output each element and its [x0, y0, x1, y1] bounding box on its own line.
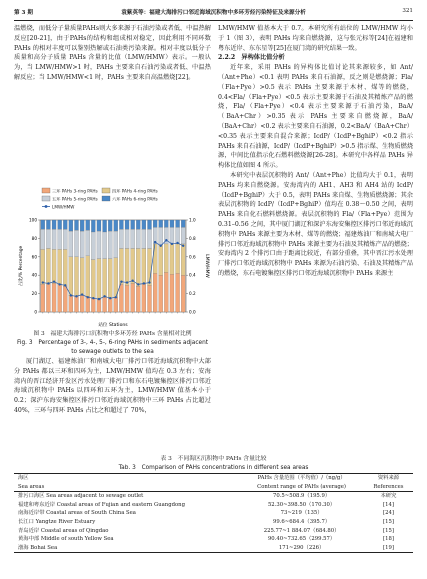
legend-swatch: [45, 205, 48, 208]
stacked-bar-chart: [16, 184, 210, 329]
bar-segment: [103, 220, 107, 232]
legend-swatch: [102, 188, 110, 193]
bar-segment: [46, 284, 50, 312]
y-tick-label: 80: [31, 235, 37, 241]
bar-segment: [114, 231, 118, 258]
paragraph: 近年来，采用 PAHs 的异构体比值讨论其来源较多，如 Ant/（Ant+Phe）<0.1 表明 PAHs 来自石油源，反之则是燃烧源；Fla/（Fla+Pye）>0.5 表示 PAHs 主要来源于木材、煤等的燃烧，0.4<Fla/（Fla+Pye）<0.5 表示主要来源于石油及其精炼产品的燃烧，Fla/（Fla+Pye）<0.4 表示主要来源于石油污染，BaA/（BaA+Chr）>0.35 表示 PAHs 主要来自燃烧源，BaA/（BaA+Chr）<0.2 表示主要来自石油源，0.2<BaA/（BaA+Chr）<0.35 表示主要来自混合来源；IcdP/（IcdP+BghiP）<0.2 指示 PAHs 来自石油源，IcdP/（IcdP+BghiP）>0.5 指示煤、生物质燃烧源，中间比值指示化石燃料燃烧源[26-28]。本研究中各样品 PAHs 异构体比值如图 4 所示。: [218, 64, 413, 170]
lmw-hmw-point: [165, 239, 167, 241]
lmw-hmw-point: [64, 284, 66, 286]
bar-segment: [131, 220, 135, 229]
table-row: [14, 527, 413, 536]
lmw-hmw-point: [171, 243, 173, 245]
bar-segment: [176, 220, 180, 227]
bar-segment: [103, 259, 107, 298]
bar-segment: [164, 272, 168, 312]
bar-segment: [46, 249, 50, 285]
table-cell: 73~219（135）: [280, 510, 323, 517]
table-cell: [15]: [383, 527, 394, 534]
table-cell: 99.6~684.4（395.7）: [273, 518, 331, 525]
bar-segment: [125, 229, 129, 248]
bar-segment: [63, 249, 67, 286]
table-cell: [14]: [383, 501, 394, 508]
bar-segment: [147, 229, 151, 248]
bar-segment: [97, 220, 101, 231]
bar-segment: [80, 295, 84, 312]
bar-segment: [125, 249, 129, 286]
lmw-hmw-point: [53, 280, 55, 282]
table-cell: [24]: [383, 510, 394, 517]
lmw-hmw-point: [137, 283, 139, 285]
bar-segment: [58, 284, 62, 312]
bar-segment: [108, 259, 112, 299]
bar-segment: [103, 297, 107, 312]
issue-label: 第 3 期: [14, 10, 33, 16]
bar-segment: [41, 284, 45, 312]
bar-segment: [142, 284, 146, 312]
table-cell: 70.5~508.9（195.9）: [273, 493, 331, 500]
bar-segment: [142, 249, 146, 285]
figure-3: [16, 184, 210, 329]
bar-segment: [46, 220, 50, 229]
paragraph: 厦门湖辽、福建炼油厂和南城大电厂排污口邻近海域沉积物中大部分 PAHs 都以三环和四环为主，LMW/HMW 值均在 0.3 左右；安海湾内的晋江经济开发区污水处理厂排污口和东石电镀集控区排污口邻近海域沉积物中 PAHs 以四环和五环为主，LMW/HMW 值基本小于 0.2；深沪东海安集控区排污口邻近海域沉积物中三环 PAHs 占比超过 40%，三环与四环 PAHs 占比之和超过了 70%，: [14, 358, 211, 414]
bar-segment: [181, 227, 185, 244]
bar-segment: [52, 220, 56, 229]
column-header: PAHs 含量范围（平均值）/（ng/g） Content range of PAHs (average): [239, 474, 364, 492]
table-cell: 渤海 Bohai Sea: [14, 544, 239, 553]
y2-tick-label: 0.4: [189, 272, 196, 278]
table-cell: [19]: [364, 544, 413, 553]
lmw-hmw-point: [92, 297, 94, 299]
left-column-top: [14, 24, 211, 83]
table-cell: 南海近岸带 Coastal areas of South China Sea: [18, 510, 136, 517]
bar-segment: [69, 231, 73, 257]
bar-segment: [159, 275, 163, 312]
bar-segment: [52, 283, 56, 312]
table-title-en: Tab. 3 Comparison of PAHs concentrations in different sea areas: [118, 465, 309, 471]
table-title-cn: 表 3 不同海区沉积物中 PAHs 含量比较: [160, 456, 267, 462]
bar-segment: [136, 286, 140, 312]
bar-segment: [159, 220, 163, 227]
bar-segment: [176, 227, 180, 244]
bar-segment: [63, 286, 67, 312]
comparison-table: [14, 473, 413, 553]
bar-segment: [69, 257, 73, 296]
bar-segment: [97, 299, 101, 312]
x-axis-label: 站位 Stations: [98, 323, 128, 328]
bar-segment: [159, 227, 163, 244]
bar-segment: [147, 285, 151, 312]
bar-segment: [80, 231, 84, 258]
bar-segment: [153, 273, 157, 312]
legend-label: 三环 PAHs 3-ring PAHs: [52, 188, 98, 194]
lmw-hmw-point: [87, 296, 89, 298]
y-tick-label: 100: [29, 217, 37, 223]
lmw-hmw-point: [75, 295, 77, 297]
y2-tick-label: 0.0: [189, 309, 196, 315]
bar-segment: [136, 220, 140, 229]
legend-label: 四环 PAHs 4-ring PAHs: [112, 188, 158, 194]
table-row: [14, 501, 413, 510]
bar-segment: [58, 229, 62, 249]
lmw-hmw-point: [109, 297, 111, 299]
bar-segment: [164, 244, 168, 273]
bar-segment: [86, 296, 90, 312]
y-tick-label: 60: [31, 254, 37, 260]
bar-segment: [181, 244, 185, 275]
y2-tick-label: 0.2: [189, 291, 196, 297]
bar-segment: [131, 283, 135, 312]
table-cell: [18]: [383, 536, 394, 543]
right-column: [218, 24, 413, 279]
lmw-hmw-point: [143, 282, 145, 284]
table-cell: 171~290（226）: [239, 544, 364, 553]
lmw-hmw-point: [103, 295, 105, 297]
bar-segment: [41, 249, 45, 284]
paragraph: 温燃烧，而低分子量质量PAHs则大多来源于石油污染或者低、中温热解反应[20-21]，由于PAHs的结构和组成相对稳定，因此利用不同环数 PAHs 的相对丰度可以鉴别热解或石油类污染来源。相对丰度以低分子质量和高分子质量 PAHs 含量的比值（LMW/HMW）表示。一般认为，当 LMW/HMW>1 时，PAHs 主要来自石油污染或者低、中温热解反应；当 LMW/HMW<1 时，PAHs 主要来自高温燃烧[22]。: [14, 25, 211, 81]
legend-swatch: [42, 196, 50, 201]
paragraph: 本研究中表层沉积物的 Ant/（Ant+Phe）比值均大于 0.1，表明 PAHs 均来自燃烧源。安海湾内的 AH1、AH3 和 AH4 站的 IcdP/（IcdP+BghiP）大于 0.5，表明 PAHs 来自煤、生物质燃烧源；其余表层沉积物的 IcdP/（IcdP+BghiP）值均在 0.38～0.50 之间，表明 PAHs 来自化石燃料燃烧源。表层沉积物的 Fla/（Fla+Pye）范围为 0.31–0.56 之间，其中厦门湖辽和深沪东海安集控区排污口邻近海域沉积物中 PAHs 来源主要为木材、煤等的燃烧；福建炼油厂和南城大电厂排污口邻近海域沉积物中 PAHs 来源主要为石油及其精炼产品的燃烧；安海湾内 2 个排污口由于距离比较近，有部分重叠，其中晋江污水处理厂排污口邻近海域沉积物中 PAHs 来源为石油污染、石油及其精炼产品的燃烧，东石电镀集控区排污口邻近海域沉积物中 PAHs 来源主: [218, 171, 413, 277]
bar-segment: [136, 229, 140, 248]
bar-segment: [52, 229, 56, 249]
page-number: 321: [402, 8, 413, 14]
bar-segment: [108, 298, 112, 312]
lmw-hmw-point: [120, 280, 122, 282]
bar-segment: [58, 249, 62, 284]
table-row: [14, 492, 413, 501]
bar-segment: [86, 256, 90, 296]
bar-segment: [91, 298, 95, 312]
bar-segment: [142, 220, 146, 229]
legend-label: 五环 PAHs 5-ring PAHs: [52, 196, 98, 202]
table-row: [14, 509, 413, 518]
legend-label: 六环 PAHs 6-ring PAHs: [112, 196, 158, 202]
table-row: [14, 518, 413, 527]
legend-swatch: [102, 196, 110, 201]
y2-tick-label: 1.0: [189, 217, 196, 223]
table-cell: 长江口 Yangtze River Estuary: [18, 518, 96, 525]
bar-segment: [91, 220, 95, 232]
y-tick-label: 40: [31, 272, 37, 278]
bar-segment: [108, 220, 112, 231]
bar-segment: [125, 220, 129, 229]
table-cell: 排污口海区 Sea areas adjacent to sewage outlet: [18, 493, 144, 500]
figure-caption-en: Fig. 3 Percentage of 3-, 4-, 5-, 6-ring PAHs in sediments adjacent to sewage outlets to the sea: [16, 340, 209, 355]
legend-swatch: [42, 188, 50, 193]
bar-segment: [74, 257, 78, 297]
bar-segment: [108, 231, 112, 259]
bar-segment: [41, 220, 45, 229]
bar-segment: [80, 220, 84, 231]
header-rule: [14, 20, 413, 21]
lmw-hmw-point: [98, 298, 100, 300]
table-cell: 福建和粤东近岸 Coastal areas of Fujian and eastern Guangdong: [18, 501, 185, 508]
bar-segment: [114, 297, 118, 312]
bar-segment: [153, 220, 157, 227]
table-cell: 黄海中部 Middle of south Yellow Sea: [18, 536, 114, 543]
bar-segment: [46, 229, 50, 248]
bar-segment: [159, 245, 163, 275]
bar-segment: [52, 249, 56, 283]
table-cell: 52.30~398.50（170.30）: [267, 501, 336, 508]
bar-segment: [131, 229, 135, 248]
table-row: [14, 535, 413, 544]
column-header: 海区 Sea areas: [14, 474, 239, 492]
bar-segment: [114, 220, 118, 231]
bar-segment: [170, 274, 174, 312]
y-tick-label: 0: [34, 309, 37, 315]
bar-segment: [125, 285, 129, 312]
bar-segment: [142, 229, 146, 248]
bar-segment: [164, 220, 168, 227]
bar-segment: [114, 258, 118, 298]
bar-segment: [74, 220, 78, 230]
lmw-hmw-point: [182, 245, 184, 247]
bar-segment: [170, 220, 174, 227]
running-title: 袁紫英等：福建大海排污口邻近海域沉积物中多环芳烃污染特征及来源分析: [121, 10, 306, 16]
bar-segment: [176, 273, 180, 312]
left-column-bottom: [14, 357, 211, 416]
lmw-hmw-point: [81, 293, 83, 295]
bar-segment: [103, 232, 107, 259]
table-cell: 90.40~732.65（299.57）: [267, 536, 336, 543]
bar-segment: [63, 220, 67, 229]
table-row: [14, 544, 413, 553]
bar-segment: [63, 229, 67, 249]
bar-segment: [170, 244, 174, 274]
bar-segment: [58, 220, 62, 229]
legend-label: LMW/HMW: [52, 204, 75, 210]
paragraph: LMW/HMW 值基本大于 0.7。本研究所有站位的 LMW/HMW 均小于 1（图 3），表明 PAHs 均来自燃烧源，这与张元标等[24]在福建和粤东近岸、东东星等[25]在厦门湾的研究结果一致。: [218, 25, 413, 52]
y2-axis-label: LMW/HMW: [204, 254, 209, 278]
lmw-hmw-point: [131, 280, 133, 282]
section-heading: 2.2.2 异构体比值分析: [218, 54, 285, 62]
lmw-hmw-point: [148, 281, 150, 283]
bar-segment: [69, 220, 73, 231]
lmw-hmw-point: [47, 282, 49, 284]
column-header: 资料来源 References: [364, 474, 413, 492]
bar-segment: [147, 249, 151, 286]
y-tick-label: 20: [31, 291, 37, 297]
table-cell: 225.77~1 884.07（684.80）: [263, 527, 340, 534]
lmw-hmw-point: [42, 281, 44, 283]
table-cell: [15]: [383, 518, 394, 525]
bar-segment: [136, 249, 140, 287]
bar-segment: [119, 249, 123, 285]
lmw-hmw-point: [115, 296, 117, 298]
bar-segment: [97, 259, 101, 299]
bar-segment: [119, 220, 123, 229]
running-header: [14, 8, 413, 20]
bar-segment: [74, 296, 78, 312]
bar-segment: [119, 284, 123, 312]
bar-segment: [181, 220, 185, 227]
bar-segment: [176, 244, 180, 273]
table-cell: 青岛近岸 Coastal areas of Qingdao: [18, 527, 109, 534]
lmw-hmw-point: [58, 283, 60, 285]
lmw-hmw-point: [126, 281, 128, 283]
table-cell: 本研究: [380, 493, 397, 500]
bar-segment: [170, 227, 174, 244]
bar-segment: [69, 295, 73, 312]
bar-segment: [91, 260, 95, 299]
figure-caption-cn: 图 3 福建大海排污口沉积物中多环芳烃 PAHs 含量相对比例: [33, 331, 192, 337]
bar-segment: [80, 258, 84, 296]
bar-segment: [41, 229, 45, 249]
bar-segment: [91, 232, 95, 260]
lmw-hmw-point: [160, 245, 162, 247]
bar-segment: [147, 220, 151, 229]
y2-tick-label: 0.6: [189, 254, 196, 260]
bar-segment: [86, 230, 90, 256]
y2-tick-label: 0.8: [189, 235, 196, 241]
plot-frame: [40, 220, 186, 312]
bar-segment: [119, 229, 123, 248]
lmw-hmw-point: [176, 242, 178, 244]
bar-segment: [74, 230, 78, 257]
y-axis-label: 占比/% Percentage: [19, 245, 24, 287]
bar-segment: [181, 275, 185, 312]
bar-segment: [131, 249, 135, 284]
lmw-hmw-point: [70, 294, 72, 296]
bar-segment: [86, 220, 90, 230]
bar-segment: [97, 231, 101, 259]
bar-segment: [153, 244, 157, 273]
lmw-hmw-point: [154, 241, 156, 243]
